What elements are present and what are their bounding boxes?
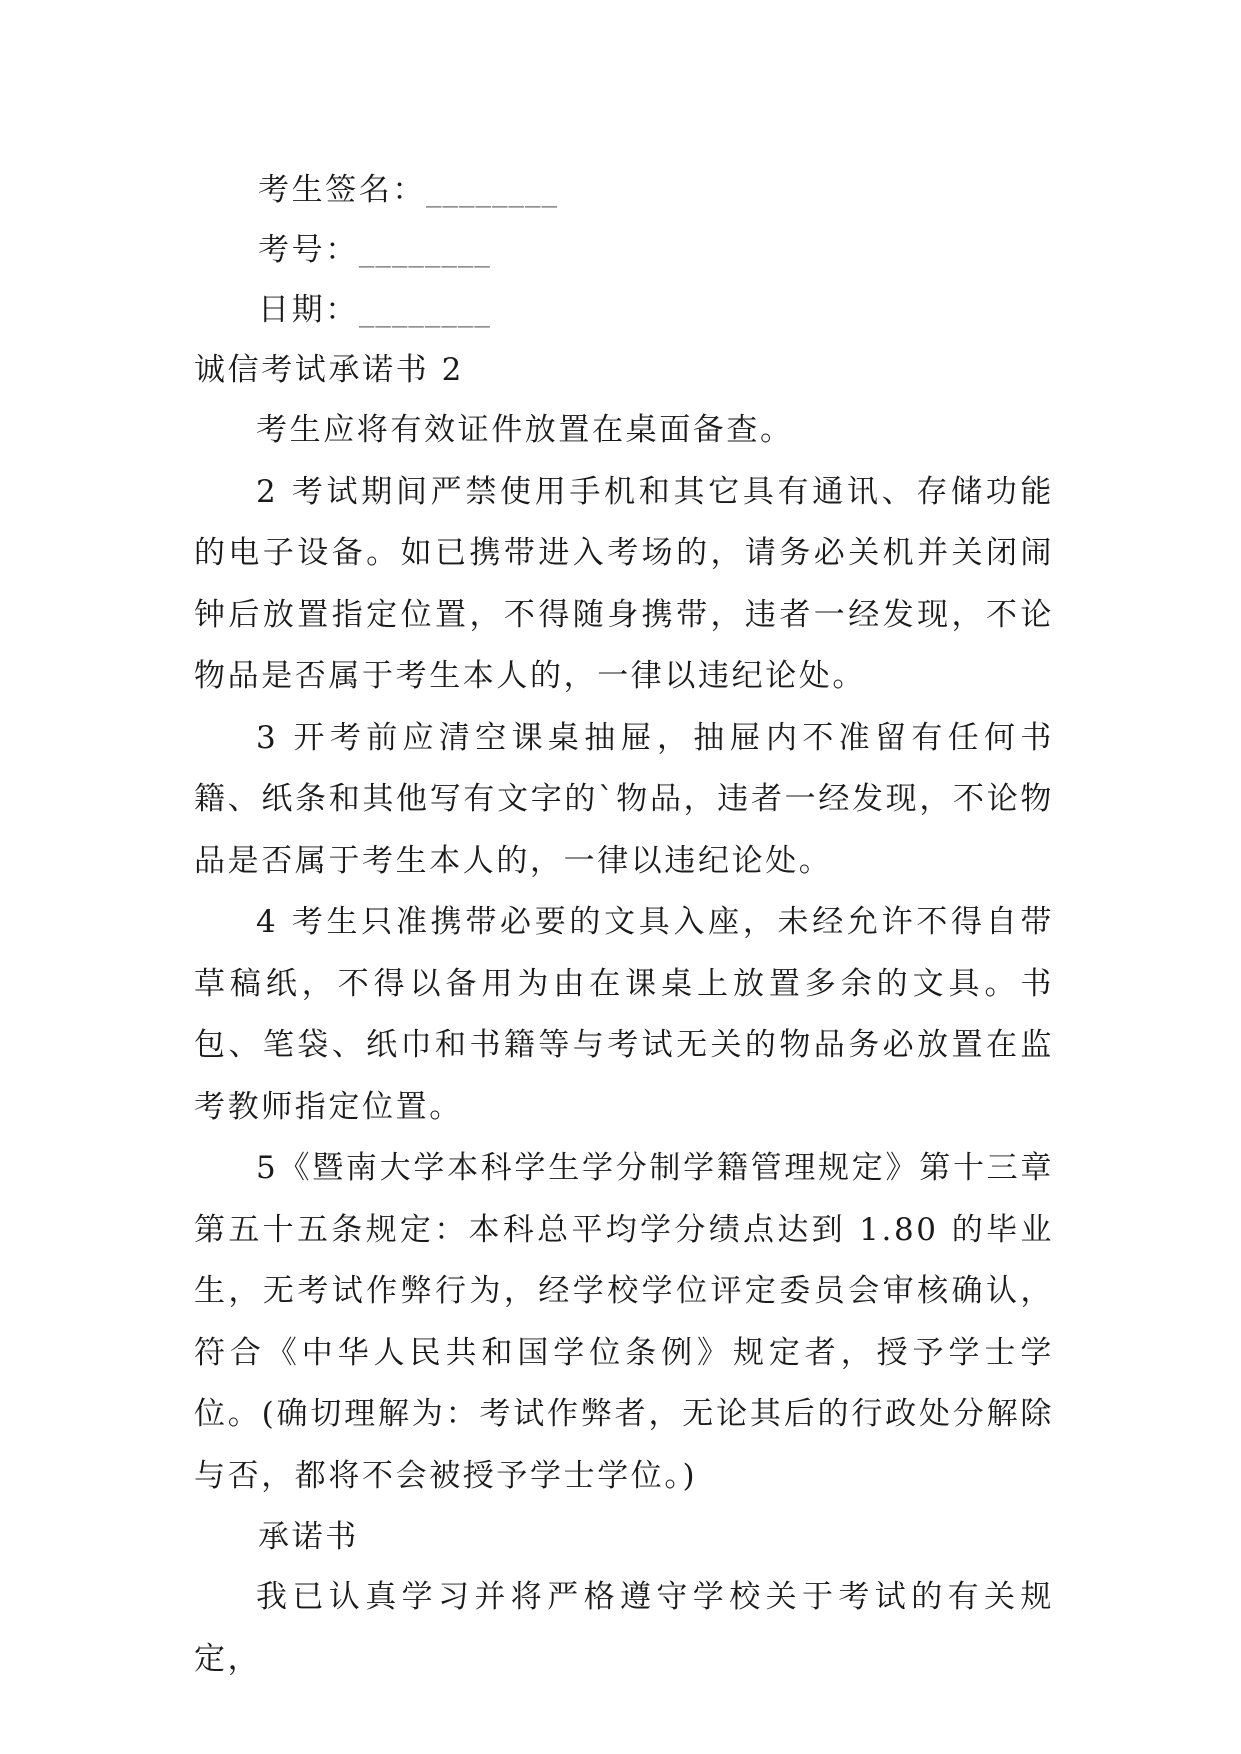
paragraph-2: 2 考试期间严禁使用手机和其它具有通讯、存储功能的电子设备。如已携带进入考场的，请务必关机并关闭闹钟后放置指定位置，不得随身携带，违者一经发现，不论物品是否属于考生本人的，一律以违纪论处。 (194, 473, 1054, 694)
signature-line (194, 160, 1054, 220)
paragraph-5: 5《暨南大学本科学生学分制学籍管理规定》第十三章第五十五条规定：本科总平均学分绩点达到 1.80 的毕业生，无考试作弊行为，经学校学位评定委员会审核确认，符合《中华人民共和国学位条例》规定者，授予学士学位。(确切理解为：考试作弊者，无论其后的行政处分解除与否，都将不会被授予学士学位。) (194, 1150, 1054, 1494)
section-title: 诚信考试承诺书 2 (194, 352, 464, 388)
date-blank: ________ (358, 292, 491, 328)
signature-label: 考生签名： (258, 172, 426, 208)
exam-number-blank: ________ (358, 232, 491, 268)
signature-blank: ________ (426, 172, 558, 208)
pledge-text: 我已认真学习并将严格遵守学校关于考试的有关规定， (194, 1579, 1054, 1677)
paragraph-4: 4 考生只准携带必要的文具入座，未经允许不得自带草稿纸，不得以备用为由在课桌上放置多余的文具。书包、笔袋、纸巾和书籍等与考试无关的物品务必放置在监考教师指定位置。 (194, 904, 1054, 1125)
date-line (194, 280, 1054, 340)
pledge-heading: 承诺书 (258, 1519, 359, 1555)
document-body (194, 160, 1054, 1690)
date-label: 日期： (258, 292, 359, 328)
exam-number-label: 考号： (258, 232, 359, 268)
exam-number-line (194, 220, 1054, 280)
paragraph-3: 3 开考前应清空课桌抽屉，抽屉内不准留有任何书籍、纸条和其他写有文字的`物品，违者一经发现，不论物品是否属于考生本人的，一律以违纪论处。 (194, 719, 1054, 879)
paragraph-1: 考生应将有效证件放置在桌面备查。 (256, 412, 794, 448)
